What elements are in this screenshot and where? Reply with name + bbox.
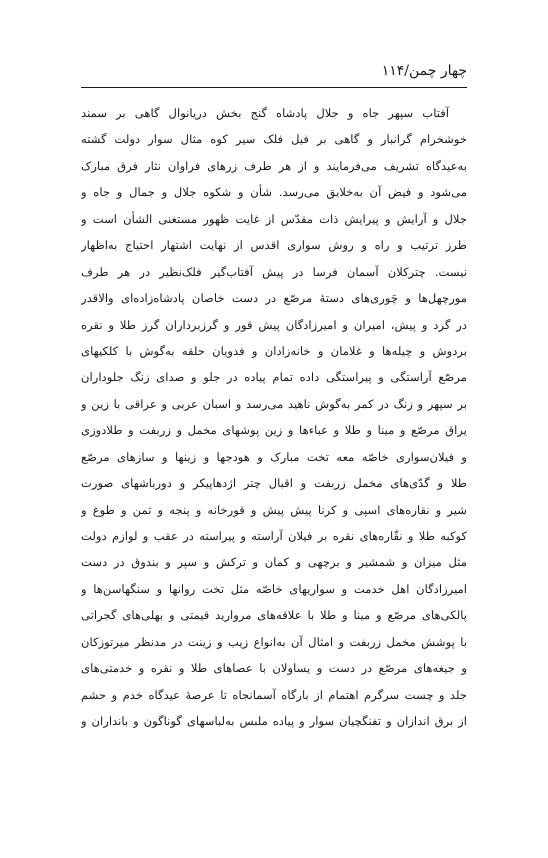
text-line: یراق مرصّع و مینا و طلا و عباءها و زین پوشهای مخمل و زربفت و طلادوزی bbox=[81, 423, 467, 438]
text-line: با پوشش مخمل زربفت و امثال آن به‌انواع زیب و زینت در مدنظر میرتوزکان bbox=[81, 634, 467, 649]
text-line: مورچهل‌ها و چَوری‌های دستهٔ مرصّع در دست خاصان پادشاه‌زاده‌ای والاقدر bbox=[81, 291, 467, 306]
header-rule bbox=[81, 87, 467, 88]
text-line: و فیلان‌سواری خاصّه معه تخت مبارک و هودجها و زینها و سازهای مرصّع bbox=[81, 449, 467, 464]
text-line: در گرد و پیش، امیران و امیرزادگان پیش قور و گرزبرداران گرز طلا و نقره bbox=[81, 317, 467, 332]
text-line: خوشخرام گرانبار و گاهی بر فیل فلک سیر کوه مثال سوار دولت گشته bbox=[81, 132, 467, 147]
text-line: آفتاب سپهر جاه و جلال پادشاه گنج بخش دریانوال گاهی بر سمند bbox=[81, 106, 449, 120]
text-line: شیر و نقاره‌های اسپی و کرنا پیش پیش و قورخانه و پنجه و تمن و طوغ و bbox=[81, 502, 467, 517]
text-line: مرصّع آراستگی و پیراستگی داده تمام پیاده در جلو و صدای زنگ جلوداران bbox=[81, 370, 467, 385]
text-line: جلد و چست سرگرم اهتمام از بارگاه آسمانجاه تا عرصهٔ عیدگاه خدم و حشم bbox=[81, 687, 467, 702]
text-line: طرز ترتیب و راه و روش سواری اقدس از نهایت اشتهار احتیاج به‌اظهار bbox=[81, 238, 467, 253]
text-line: به‌عیدگاه تشریف می‌فرمایند و از هر طرف زرهای فراوان نثار فرق مبارک bbox=[81, 158, 467, 173]
text-line: نیست. چترکلان آسمان فرسا در پیش آفتاب‌گیر فلک‌نظیر در هر طرف bbox=[81, 264, 467, 279]
text-line: کوکبه طلا و نقّاره‌های نقره بر فیلان آراسته و پیراسته در عقب و لوازم دولت bbox=[81, 529, 467, 543]
text-line: پالکی‌های مرصّع و مینا و طلا با علاقه‌های مروارید قیمتی و بهلی‌های گجراتی bbox=[81, 608, 467, 623]
text-line: امیرزادگان اهل خدمت و سواریهای خاصّه مثل تخت روانها و سنگهاسن‌ها و bbox=[81, 581, 467, 596]
text-line: جلال و آرایش و پیرایش ذات مقدّس از غایت ظهور مستغنی الشأن است و bbox=[81, 211, 467, 226]
text-line: طلا و گدّی‌های مخمل زربفت و اقبال چتر اژدهاپیکر و دورباشهای صورت bbox=[81, 476, 467, 491]
text-line: بردوش و چیله‌ها و غلامان و خانه‌زادان و فدویان حلقه به‌گوش با کلکیهای bbox=[81, 343, 467, 358]
text-line: می‌شود و فیض آن به‌خلایق می‌رسد. شأن و شکوه جلال و جمال و جاه و bbox=[81, 185, 467, 200]
text-line: از برق اندازان و تفنگچیان سوار و پیاده ملبس به‌لباسهای گوناگون و بانداران و bbox=[81, 714, 467, 729]
text-line: و جیغه‌های مرصّع در دست و یساولان با عصاهای طلا و نقره و خدمتی‌های bbox=[81, 661, 467, 676]
running-header: چهار چمن/۱۱۴ bbox=[381, 63, 467, 79]
text-line: مثل میزان و شمشیر و برچهی و کمان و ترکش و سپر و بندوق در دست bbox=[81, 555, 467, 570]
body-text bbox=[81, 100, 467, 735]
text-line: بر سپهر و زنگ در کمر به‌گوش ناهید می‌رسد و اسبان عربی و عراقی با زین و bbox=[81, 396, 467, 411]
